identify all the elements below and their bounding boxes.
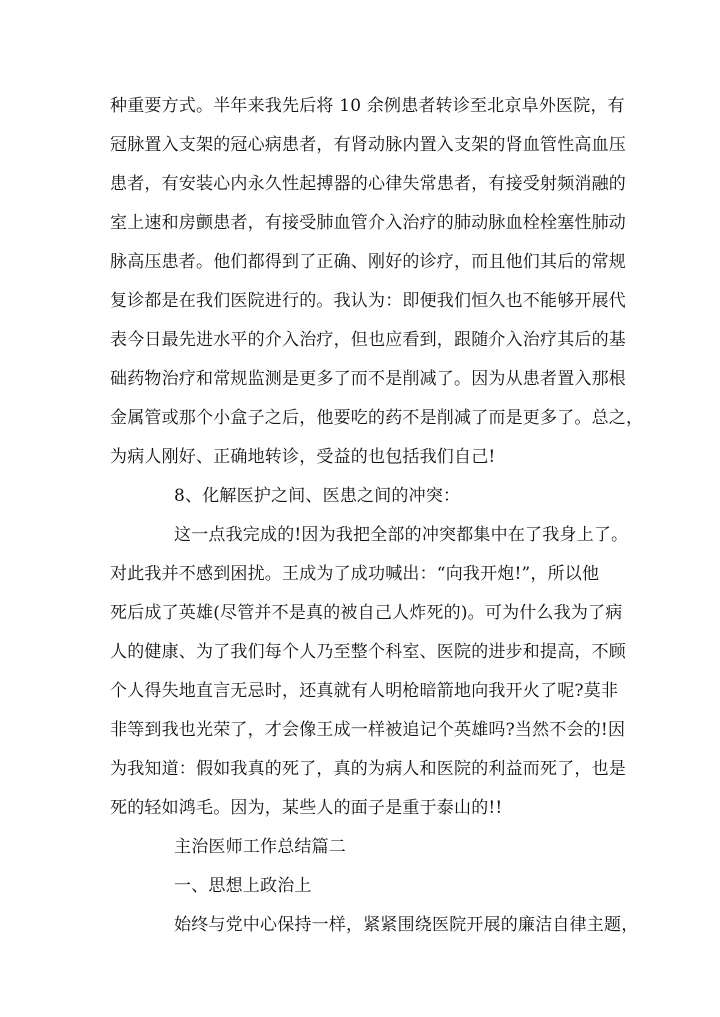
- paragraph-line: 个人得失地直言无忌时，还真就有人明枪暗箭地向我开火了呢?莫非: [110, 681, 619, 701]
- section-heading: 8、化解医护之间、医患之间的冲突：: [174, 486, 461, 506]
- paragraph-line: 非等到我也光荣了，才会像王成一样被追记个英雄吗?当然不会的!因: [110, 720, 626, 740]
- paragraph-line: 金属管或那个小盒子之后，他要吃的药不是削减了而是更多了。总之，: [110, 408, 644, 428]
- paragraph-line: 患者，有安装心内永久性起搏器的心律失常患者，有接受射频消融的: [110, 174, 626, 194]
- paragraph-line: 脉高压患者。他们都得到了正确、刚好的诊疗，而且他们其后的常规: [110, 252, 626, 272]
- paragraph-line: 种重要方式。半年来我先后将 10 余例患者转诊至北京阜外医院，有: [110, 96, 625, 116]
- paragraph-line: 冠脉置入支架的冠心病患者，有肾动脉内置入支架的肾血管性高血压: [110, 135, 626, 155]
- document-body: [110, 0, 644, 1017]
- section-title: 主治医师工作总结篇二: [174, 837, 346, 857]
- paragraph-line: 表今日最先进水平的介入治疗，但也应看到，跟随介入治疗其后的基: [110, 330, 626, 350]
- paragraph-line: 始终与党中心保持一样，紧紧围绕医院开展的廉洁自律主题，: [174, 915, 639, 935]
- paragraph-line: 人的健康、为了我们每个人乃至整个科室、医院的进步和提高，不顾: [110, 642, 626, 662]
- paragraph-line: 础药物治疗和常规监测是更多了而不是削减了。因为从患者置入那根: [110, 369, 626, 389]
- paragraph-line: 这一点我完成的!因为我把全部的冲突都集中在了我身上了。: [174, 525, 629, 545]
- paragraph-line: 为我知道：假如我真的死了，真的为病人和医院的利益而死了，也是: [110, 759, 626, 779]
- paragraph-line: 死后成了英雄(尽管并不是真的被自己人炸死的)。可为什么我为了病: [110, 603, 623, 623]
- paragraph-line: 死的轻如鸿毛。因为，某些人的面子是重于泰山的!!: [110, 798, 503, 818]
- paragraph-line: 复诊都是在我们医院进行的。我认为：即便我们恒久也不能够开展代: [110, 291, 626, 311]
- paragraph-line: 为病人刚好、正确地转诊，受益的也包括我们自己!: [110, 447, 496, 467]
- sub-heading: 一、思想上政治上: [174, 876, 312, 896]
- paragraph-line: 对此我并不感到困扰。王成为了成功喊出：“向我开炮!”，所以他: [110, 564, 600, 584]
- paragraph-line: 室上速和房颤患者，有接受肺血管介入治疗的肺动脉血栓栓塞性肺动: [110, 213, 626, 233]
